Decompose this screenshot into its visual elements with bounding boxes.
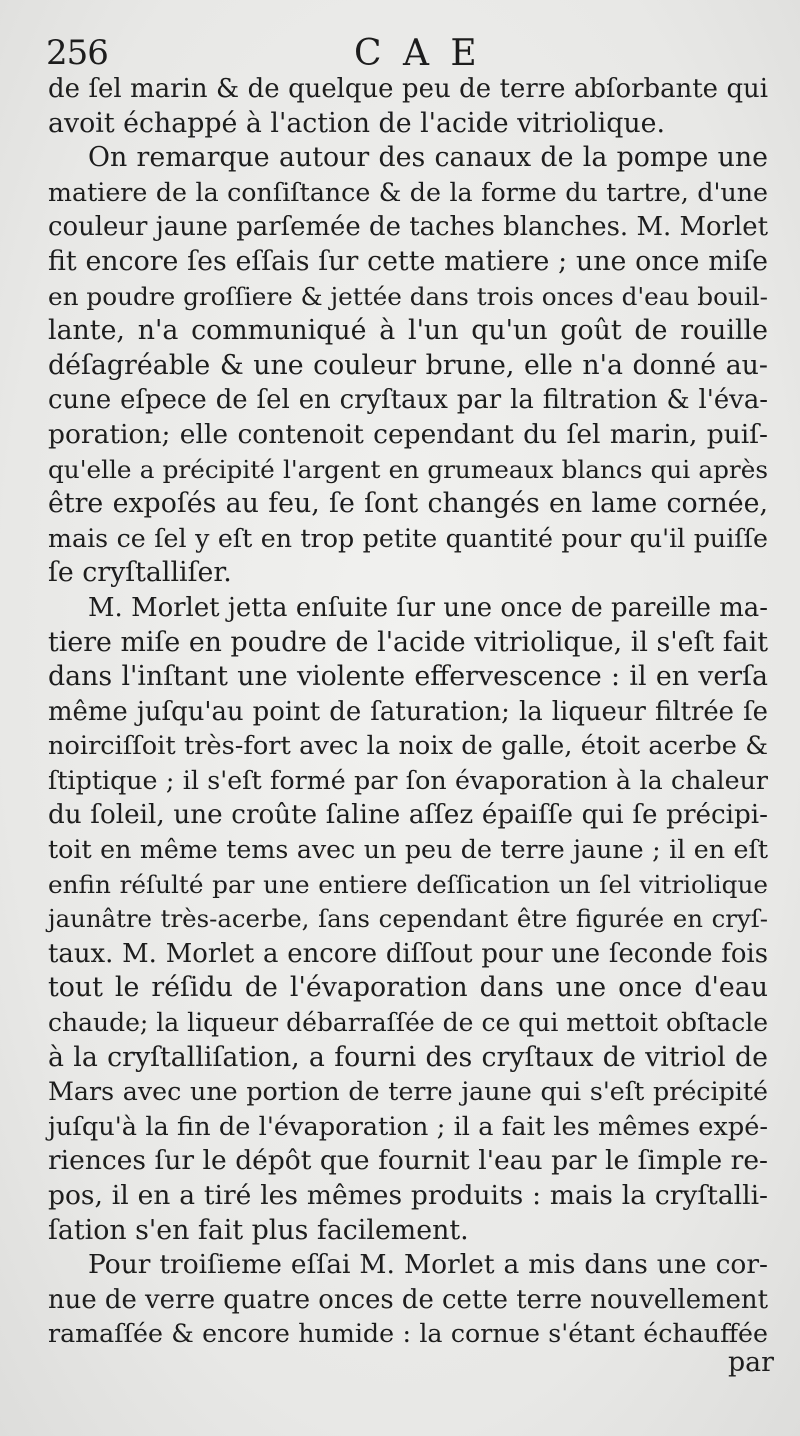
text-line: ſe cryſtalliſer. [48, 557, 232, 589]
text-line: même juſqu'au point de ſaturation; la liqueur filtrée ſe [48, 696, 768, 727]
text-line: riences ſur le dépôt que fournit l'eau par le ſimple re- [48, 1145, 768, 1177]
text-line: taux. M. Morlet a encore diſſout pour une ſeconde fois [48, 938, 768, 969]
text-line: M. Morlet jetta enſuite ſur une once de pareille ma- [88, 592, 768, 623]
text-line: Mars avec une portion de terre jaune qui s'eſt précipité [48, 1077, 768, 1107]
text-line: du ſoleil, une croûte ſaline aſſez épaiſſe qui ſe précipi- [48, 800, 768, 831]
text-line: avoit échappé à l'action de l'acide vitriolique. [48, 107, 666, 139]
text-line: matiere de la conſiſtance & de la forme du tartre, d'une [48, 177, 768, 207]
text-line: ſtiptique ; il s'eſt formé par ſon évaporation à la chaleur [48, 765, 768, 795]
page-number: 256 [46, 33, 108, 73]
text-line: On remarque autour des canaux de la pompe une [88, 142, 768, 174]
text-line: pos, il en a tiré les mêmes produits : mais la cryſtalli- [48, 1180, 768, 1211]
text-line: lante, n'a communiqué à l'un qu'un goût de rouille [48, 315, 768, 347]
text-line: juſqu'à la fin de l'évaporation ; il a fait les mêmes expé- [48, 1111, 768, 1142]
running-head: C A E [354, 33, 482, 74]
text-line: qu'elle a précipité l'argent en grumeaux blancs qui après [48, 454, 768, 484]
text-line: dans l'inſtant une violente effervescence : il en verſa [48, 661, 768, 693]
body-text [48, 72, 768, 1352]
text-line: en poudre groſſiere & jettée dans trois onces d'eau bouil- [48, 281, 768, 311]
text-line: cune eſpece de ſel en cryſtaux par la filtration & l'éva- [48, 385, 768, 416]
catchword: par [728, 1347, 774, 1378]
text-line: Pour troiſieme eſſai M. Morlet a mis dans une cor- [88, 1249, 768, 1281]
text-line: de ſel marin & de quelque peu de terre abſorbante qui [48, 74, 768, 104]
text-line: couleur jaune parſemée de taches blanches. M. Morlet [48, 212, 768, 243]
text-line: toit en même tems avec un peu de terre jaune ; il en eſt [48, 835, 768, 865]
text-line: tout le réſidu de l'évaporation dans une once d'eau [48, 972, 768, 1004]
page-header [0, 32, 800, 76]
text-line: fit encore ſes eſſais ſur cette matiere ; une once miſe [48, 245, 768, 277]
text-line: enfin réſulté par une entiere deſſication un ſel vitriolique [48, 869, 768, 899]
text-line: poration; elle contenoit cependant du ſel marin, puiſ- [48, 418, 768, 450]
text-line: jaunâtre très-acerbe, ſans cependant être figurée en cryſ- [48, 904, 768, 934]
text-line: mais ce ſel y eſt en trop petite quantité pour qu'il puiſſe [48, 523, 768, 553]
text-line: noirciſſoit très-fort avec la noix de galle, étoit acerbe & [48, 731, 768, 762]
text-line: tiere miſe en poudre de l'acide vitriolique, il s'eſt fait [48, 626, 768, 658]
text-line: ſation s'en fait plus facilement. [48, 1214, 469, 1246]
text-line: nue de verre quatre onces de cette terre nouvellement [48, 1284, 768, 1315]
text-line: à la cryſtalliſation, a fourni des cryſtaux de vitriol de [48, 1041, 768, 1073]
text-line: ramaſſée & encore humide : la cornue s'étant échauffée [48, 1319, 768, 1349]
text-line: déſagréable & une couleur brune, elle n'a donné au- [48, 349, 768, 381]
text-line: chaude; la liqueur débarraſſée de ce qui mettoit obſtacle [48, 1008, 768, 1038]
text-line: être expoſés au feu, ſe ſont changés en lame cornée, [48, 488, 768, 520]
